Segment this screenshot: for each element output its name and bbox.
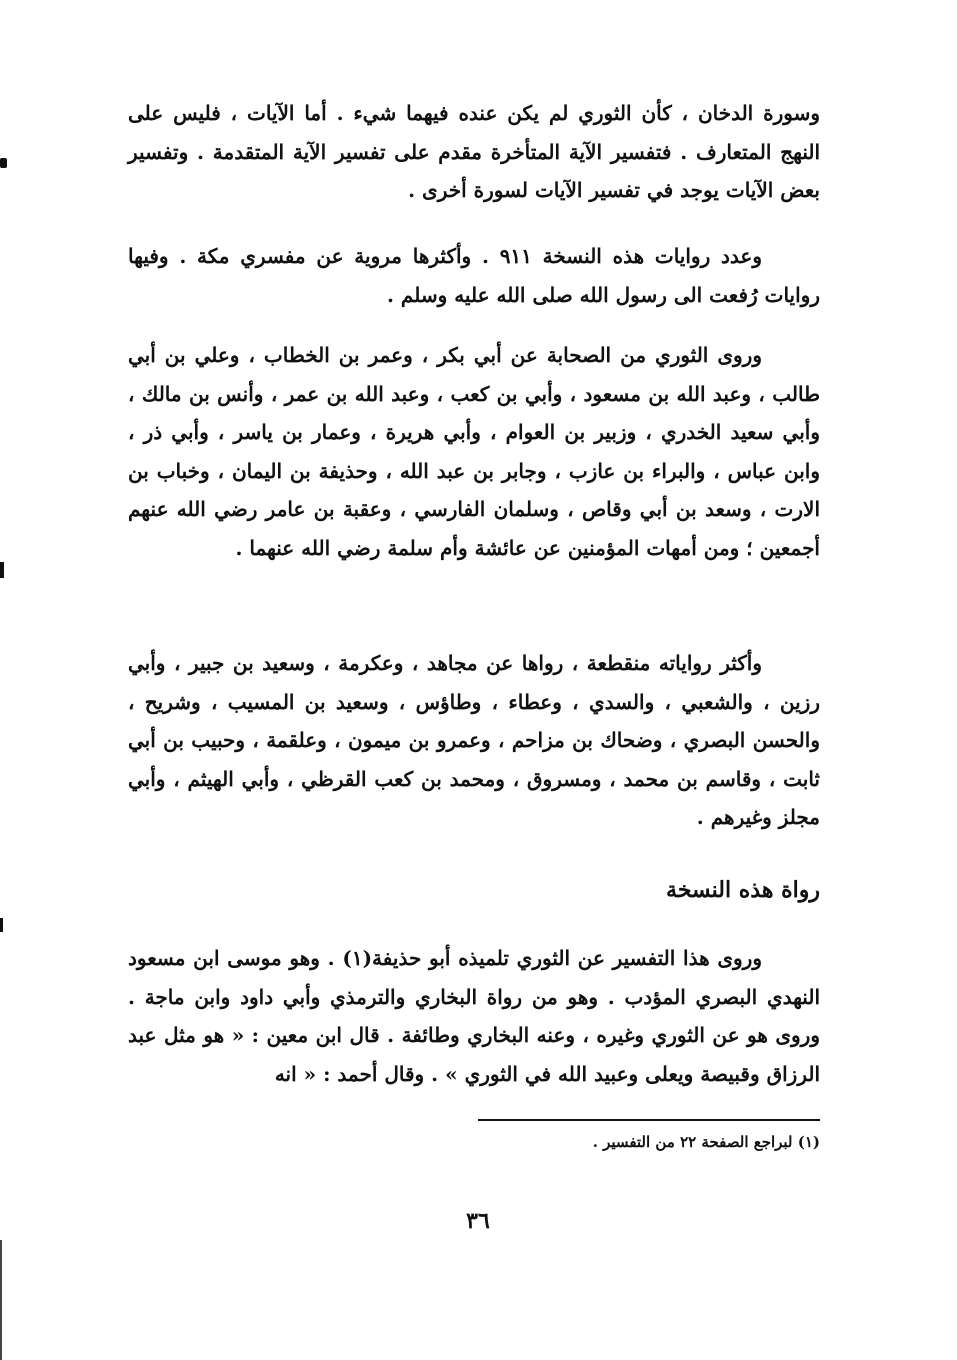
paragraph-narration-count: وعدد روايات هذه النسخة ٩١١ . وأكثرها مروية عن مفسري مكة . وفيها روايات رُفعت الى رسول الله صلى الله عليه وسلم . bbox=[128, 244, 820, 307]
scan-edge-mark bbox=[0, 1240, 2, 1360]
scan-edge-mark bbox=[0, 918, 3, 932]
scan-edge-mark bbox=[0, 158, 7, 168]
section-heading: رواة هذه النسخة bbox=[666, 877, 820, 903]
page-number: ٣٦ bbox=[466, 1208, 490, 1234]
scan-edge-mark bbox=[0, 562, 4, 578]
paragraph-surah-order: وسورة الدخان ، كأن الثوري لم يكن عنده فيهما شيء . أما الآيات ، فليس على النهج المتعارف . فتفسير الآية المتأخرة مقدم على تفسير الآية المتقدمة . وتفسير بعض الآيات يوجد في تفسير الآيات لسورة أخرى . bbox=[128, 101, 820, 202]
paragraph-successors: وأكثر رواياته منقطعة ، رواها عن مجاهد ، وعكرمة ، وسعيد بن جبير ، وأبي رزين ، والشعبي ، والسدي ، وعطاء ، وطاؤس ، وسعيد بن المسيب ، وشريح ، والحسن البصري ، وضحاك بن مزاحم ، وعمرو بن ميمون ، وعلقمة ، وحبيب بن أبي ثابت ، وقاسم بن محمد ، ومسروق ، ومحمد بن كعب القرظي ، وأبي الهيثم ، وأبي مجلز وغيرهم . bbox=[128, 651, 820, 829]
footnote-divider bbox=[478, 1119, 820, 1121]
paragraph-companions: وروى الثوري من الصحابة عن أبي بكر ، وعمر بن الخطاب ، وعلي بن أبي طالب ، وعبد الله بن مسعود ، وأبي بن كعب ، وعبد الله بن عمر ، وأنس بن مالك ، وأبي سعيد الخدري ، وزبير بن العوام ، وأبي هريرة ، وعمار بن ياسر ، وأبي ذر ، وابن عباس ، والبراء بن عازب ، وجابر بن عبد الله ، وحذيفة بن اليمان ، وخباب بن الارت ، وسعد بن أبي وقاص ، وسلمان الفارسي ، وعقبة بن عامر رضي الله عنهم أجمعين ؛ ومن أمهات المؤمنين عن عائشة وأم سلمة رضي الله عنهما . bbox=[128, 343, 820, 560]
paragraph-transmitters: وروى هذا التفسير عن الثوري تلميذه أبو حذيفة(١) . وهو موسى ابن مسعود النهدي البصري المؤدب . وهو من رواة البخاري والترمذي وأبي داود وابن ماجة . وروى هو عن الثوري وغيره ، وعنه البخاري وطائفة . قال ابن معين : « هو مثل عبد الرزاق وقبيصة ويعلى وعبيد الله في الثوري » . وقال أحمد : « انه bbox=[128, 946, 820, 1086]
footnote: (١) لبراجع الصفحة ٢٢ من التفسير . bbox=[592, 1133, 820, 1151]
